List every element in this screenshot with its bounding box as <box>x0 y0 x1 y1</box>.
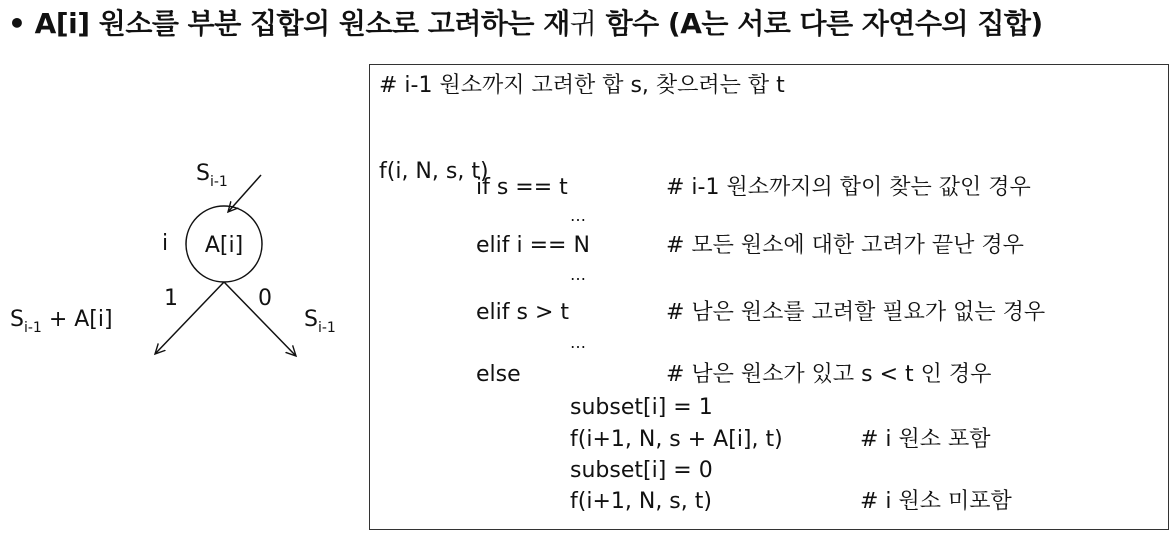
code-cond2-comment: # 모든 원소에 대한 고려가 끝난 경우 <box>666 233 1024 258</box>
code-cond4: else <box>476 362 521 387</box>
code-cond2: elif i == N <box>476 233 590 258</box>
code-stmt3: subset[i] = 0 <box>570 458 713 483</box>
code-ellipsis-2: … <box>570 265 586 284</box>
left-result-rest: + A[i] <box>41 307 113 332</box>
right-result-sub: i-1 <box>317 320 336 336</box>
recursion-tree-diagram <box>0 90 369 390</box>
code-ellipsis-1: … <box>570 206 586 225</box>
code-stmt2: f(i+1, N, s + A[i], t) <box>570 427 783 452</box>
node-label: A[i] <box>204 233 244 258</box>
code-stmt4: f(i+1, N, s, t) <box>570 489 712 514</box>
left-result-s: S <box>10 307 24 332</box>
title-text-bold-1: A[i] 원소를 부분 집합의 원소로 고려하는 재 <box>34 7 570 40</box>
title-text-light: 귀 <box>569 7 597 40</box>
code-cond3-comment: # 남은 원소를 고려할 필요가 없는 경우 <box>666 300 1046 325</box>
right-result-label <box>304 307 336 336</box>
input-sum-sub: i-1 <box>209 174 228 190</box>
code-cond1-comment: # i-1 원소까지의 합이 찾는 값인 경우 <box>666 175 1031 200</box>
page-title <box>8 2 1043 42</box>
right-edge-label: 0 <box>258 286 272 311</box>
code-box <box>369 64 1169 530</box>
right-result-s: S <box>304 307 318 332</box>
code-cond3: elif s > t <box>476 300 570 325</box>
code-stmt2-comment: # i 원소 포함 <box>860 427 991 452</box>
code-comment-header: # i-1 원소까지 고려한 합 s, 찾으려는 합 t <box>379 73 785 98</box>
code-cond1: if s == t <box>476 175 568 200</box>
title-bullet: • <box>8 7 26 40</box>
code-ellipsis-3: … <box>570 333 586 352</box>
left-result-label <box>10 307 113 336</box>
code-stmt1: subset[i] = 1 <box>570 395 713 420</box>
input-sum-label <box>196 161 228 190</box>
code-cond4-comment: # 남은 원소가 있고 s < t 인 경우 <box>666 362 992 387</box>
input-sum-s: S <box>196 161 210 186</box>
left-edge-label: 1 <box>164 286 178 311</box>
code-stmt4-comment: # i 원소 미포함 <box>860 489 1012 514</box>
title-text-bold-2: 함수 (A는 서로 다른 자연수의 집합) <box>596 7 1043 40</box>
code-signature: f(i, N, s, t) <box>379 159 489 184</box>
index-label: i <box>162 231 169 256</box>
left-result-sub: i-1 <box>23 320 42 336</box>
